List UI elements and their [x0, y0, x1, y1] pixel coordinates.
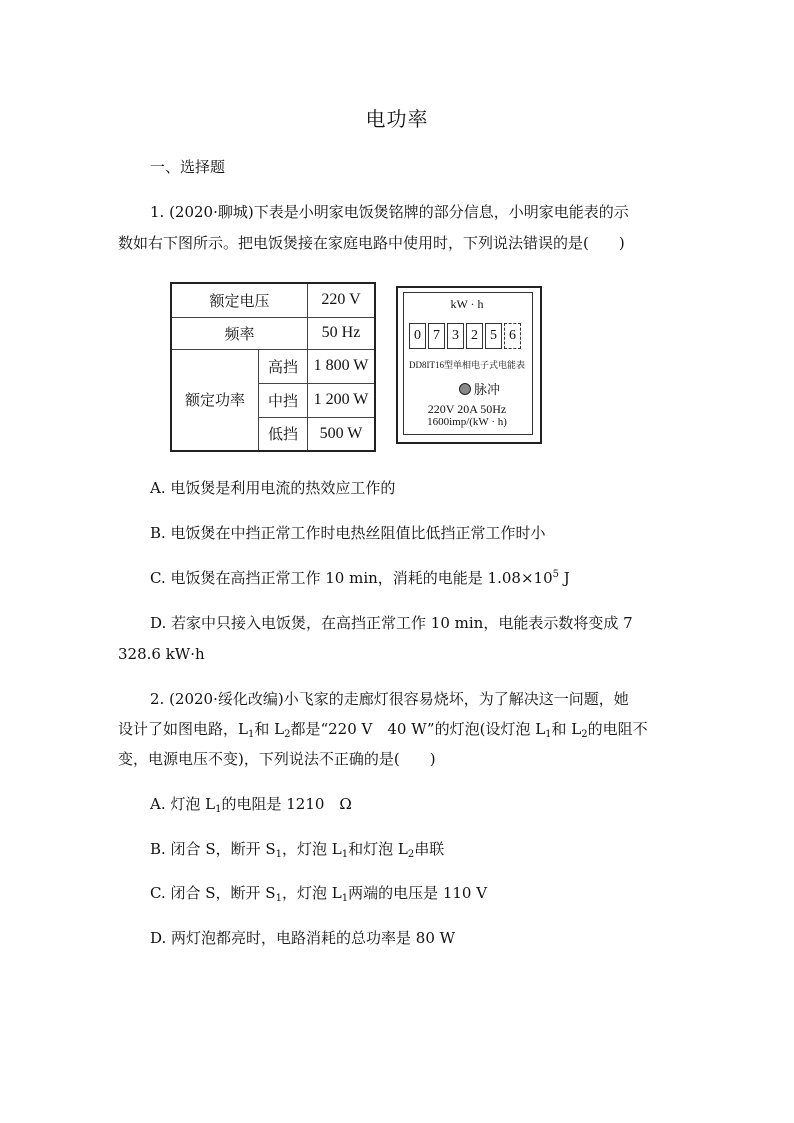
q2-text: C. 闭合 S，断开 S: [150, 884, 276, 902]
q2-subscript: 2: [284, 729, 291, 740]
frequency-value: 50 Hz: [308, 317, 376, 349]
q2-text: ，灯泡 L: [281, 884, 342, 902]
meter-digit: 3: [447, 323, 464, 349]
q1-option-d-line1: D. 若家中只接入电饭煲，在高挡正常工作 10 min，电能表示数将变成 7: [150, 614, 633, 632]
q2-text: 的电阻是 1210 Ω: [221, 795, 352, 813]
high-setting-value: 1 800 W: [308, 349, 376, 383]
q2-text: 设计了如图电路，L: [118, 720, 248, 738]
low-setting-value: 500 W: [308, 417, 376, 451]
frequency-label: 频率: [171, 317, 308, 349]
meter-constant: 1600imp/(kW · h): [427, 416, 507, 428]
section-heading: 一、选择题: [150, 158, 226, 176]
meter-digit: 0: [409, 323, 426, 349]
mid-setting-label: 中挡: [259, 383, 308, 417]
q2-option-c: [150, 882, 487, 904]
q1-option-c-text: C. 电饭煲在高挡正常工作 10 min，消耗的电能是 1.08×10: [150, 569, 553, 587]
meter-model: DD8IT16型单相电子式电能表: [409, 360, 525, 370]
q1-stem-line1: 1. (2020·聊城)下表是小明家电饭煲铭牌的部分信息，小明家电能表的示: [150, 203, 629, 221]
meter-unit: kW · h: [450, 297, 484, 311]
q2-subscript: 1: [275, 849, 283, 860]
q2-option-d: D. 两灯泡都亮时，电路消耗的总功率是 80 W: [150, 929, 456, 947]
rated-voltage-label: 额定电压: [171, 283, 308, 317]
q2-text: 串联: [414, 840, 445, 858]
q2-text: 和 L: [551, 720, 582, 738]
high-setting-label: 高挡: [259, 349, 308, 383]
q2-text: B. 闭合 S，断开 S: [150, 840, 276, 858]
mid-setting-value: 1 200 W: [308, 383, 376, 417]
meter-digit-decimal: 6: [504, 323, 521, 349]
rice-cooker-spec-table: [170, 282, 376, 452]
low-setting-label: 低挡: [259, 417, 308, 451]
q2-text: 和 L: [254, 720, 285, 738]
meter-digit: 2: [466, 323, 483, 349]
q2-text: 的电阻不: [587, 720, 648, 738]
q2-subscript: 1: [215, 804, 222, 815]
q1-option-d-line2: 328.6 kW·h: [118, 645, 205, 663]
q2-text: 和灯泡 L: [348, 840, 408, 858]
q2-text: ，灯泡 L: [282, 840, 342, 858]
meter-digit: 5: [485, 323, 502, 349]
q2-subscript: 1: [545, 729, 552, 740]
q2-subscript: 2: [407, 849, 415, 860]
q2-option-b: [150, 838, 444, 860]
q2-option-a: [150, 793, 352, 815]
pulse-label: 脉冲: [474, 383, 501, 398]
q1-option-a: A. 电饭煲是利用电流的热效应工作的: [150, 479, 396, 497]
q1-option-c: [150, 567, 570, 589]
q2-stem-line1: 2. (2020·绥化改编)小飞家的走廊灯很容易烧坏，为了解决这一问题，她: [150, 690, 629, 708]
q1-option-c-unit: J: [558, 569, 570, 587]
q2-text: 两端的电压是 110 V: [348, 884, 488, 902]
q2-subscript: 1: [275, 893, 282, 904]
q2-subscript: 1: [341, 849, 349, 860]
q2-subscript: 1: [247, 729, 255, 740]
q2-subscript: 1: [341, 893, 349, 904]
meter-rating: 220V 20A 50Hz: [427, 402, 507, 416]
meter-digit: 7: [428, 323, 445, 349]
q2-text: 都是“220 V 40 W”的灯泡(设灯泡 L: [290, 720, 546, 738]
page-title: 电功率: [365, 107, 429, 131]
q1-stem-line2: 数如右下图所示。把电饭煲接在家庭电路中使用时，下列说法错误的是( ): [118, 234, 625, 252]
q1-option-c-exponent: 5: [552, 569, 559, 580]
rated-voltage-value: 220 V: [308, 283, 376, 317]
q2-text: A. 灯泡 L: [150, 795, 216, 813]
rated-power-label: 额定功率: [171, 349, 259, 451]
q2-subscript: 2: [581, 729, 588, 740]
q1-option-b: B. 电饭煲在中挡正常工作时电热丝阻值比低挡正常工作时小: [150, 524, 546, 542]
pulse-indicator-icon: [459, 383, 471, 395]
q2-stem-line2: [118, 718, 648, 740]
q2-stem-line3: 变，电源电压不变)，下列说法不正确的是( ): [118, 750, 436, 768]
